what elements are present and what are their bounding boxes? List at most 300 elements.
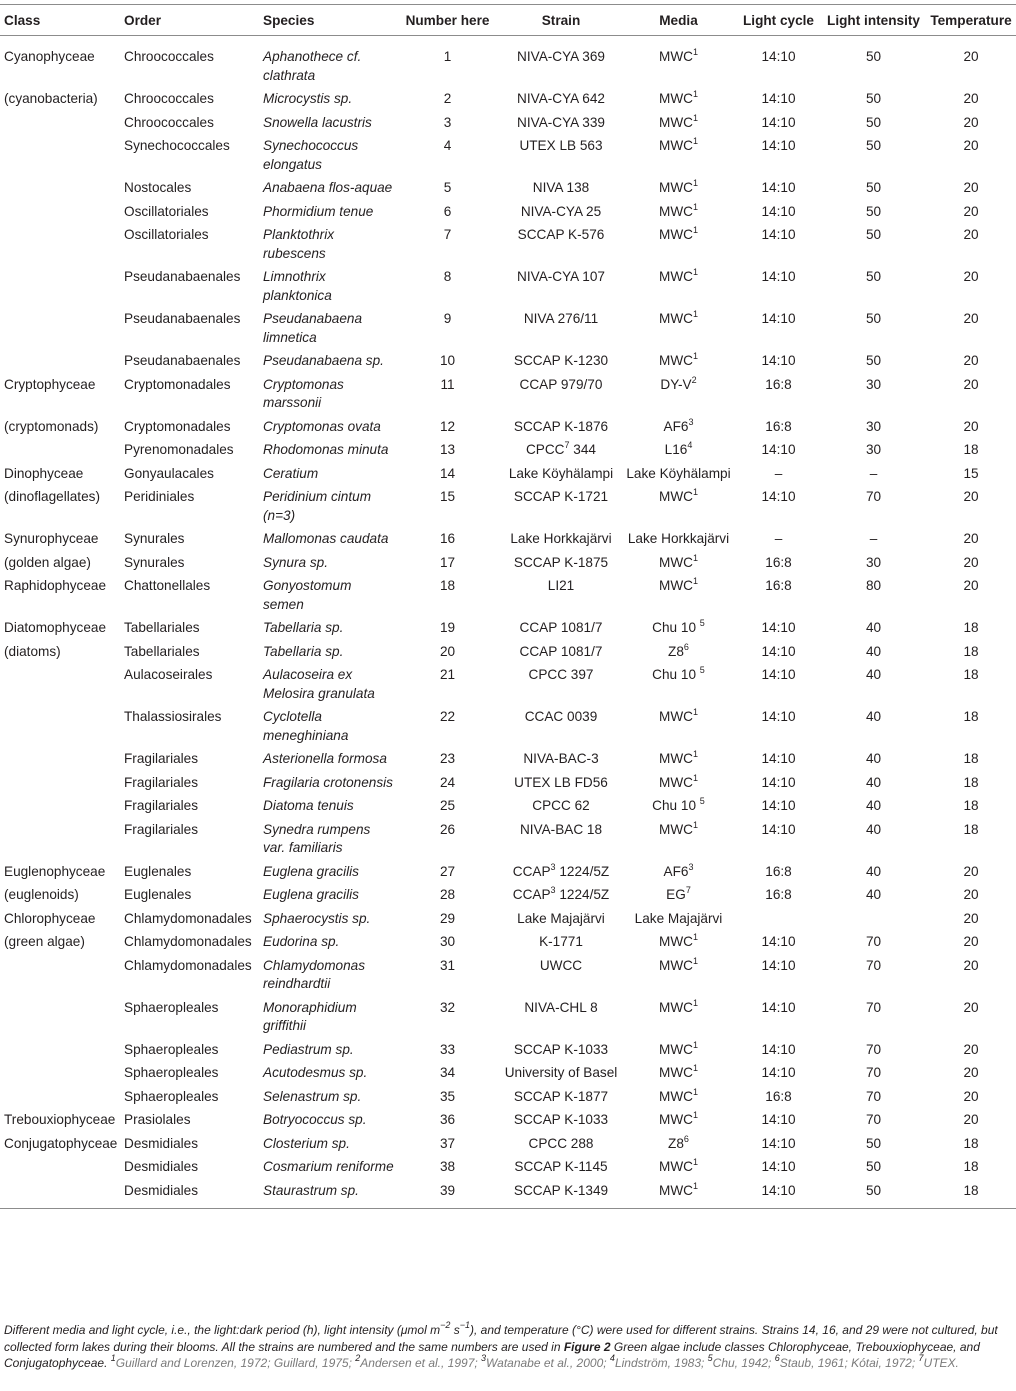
table-row xyxy=(0,36,1016,86)
media-text: MWC xyxy=(659,353,693,368)
order-cell: Pyrenomonadales xyxy=(124,442,234,457)
media-cell xyxy=(621,549,736,573)
light-cycle-cell: 14:10 xyxy=(761,709,796,724)
table-row xyxy=(0,1106,1016,1130)
strain-text: University of Basel xyxy=(504,1065,618,1080)
light-cycle-cell: 14:10 xyxy=(761,821,796,837)
media-text: MWC xyxy=(659,751,693,766)
strain-cell xyxy=(501,132,621,174)
number-cell: 10 xyxy=(439,353,456,368)
reference-sup: 6 xyxy=(774,1353,780,1363)
species-cell: Diatoma tenuis xyxy=(263,798,354,813)
media-text: Z8 xyxy=(668,643,684,659)
temperature-cell: 20 xyxy=(963,311,979,326)
reference-sup: 5 xyxy=(707,1353,713,1363)
strain-text: SCCAP K-1145 xyxy=(514,1159,608,1174)
strain-text: CCAP xyxy=(512,863,551,879)
header-order: Order xyxy=(120,5,259,36)
media-text: Lake Horkkajärvi xyxy=(627,531,730,546)
temperature-cell: 18 xyxy=(963,667,979,682)
media-sup: 1 xyxy=(692,178,698,188)
number-cell: 39 xyxy=(439,1182,456,1198)
class-cell: (golden algae) xyxy=(4,554,91,570)
light-intensity-cell: 70 xyxy=(865,1112,882,1127)
temperature-cell: 18 xyxy=(963,1159,979,1174)
strain-text: CCAP 979/70 xyxy=(519,376,603,392)
strain-text: UTEX LB 563 xyxy=(519,138,603,153)
light-cycle-cell: 14:10 xyxy=(761,49,796,64)
header-class: Class xyxy=(0,5,120,36)
order-cell: Synurales xyxy=(124,554,185,570)
footnote-text: s xyxy=(450,1323,460,1337)
media-sup: 1 xyxy=(692,267,698,277)
class-cell xyxy=(0,1177,120,1209)
media-sup: 5 xyxy=(699,665,705,675)
table-row xyxy=(0,549,1016,573)
order-cell: Cryptomonadales xyxy=(124,418,231,434)
media-text: Lake Köyhälampi xyxy=(626,465,731,481)
strain-cell xyxy=(501,614,621,638)
light-cycle-cell: 14:10 xyxy=(761,114,796,130)
strain-text-rest: 1224/5Z xyxy=(555,863,610,879)
media-text: MWC xyxy=(659,999,693,1015)
light-intensity-cell: 40 xyxy=(865,887,882,902)
order-cell: Pseudanabaenales xyxy=(124,353,241,368)
class-cell xyxy=(0,109,120,133)
table-body xyxy=(0,36,1016,1209)
media-cell xyxy=(621,1153,736,1177)
class-cell: (dinoflagellates) xyxy=(4,489,100,504)
order-cell: Synechococcales xyxy=(124,138,230,153)
strain-cell xyxy=(501,994,621,1036)
light-intensity-cell: 50 xyxy=(865,1159,882,1174)
light-cycle-cell: 14:10 xyxy=(761,180,796,195)
class-cell xyxy=(0,769,120,793)
footnote-text: Different media and light cycle, i.e., the light:dark period (h), light intensity (μmol m xyxy=(4,1323,441,1337)
table-footnote xyxy=(4,1322,1012,1372)
light-intensity-cell: 80 xyxy=(865,578,882,593)
light-cycle-cell xyxy=(736,905,821,929)
media-sup: 1 xyxy=(692,707,698,717)
media-cell xyxy=(621,994,736,1036)
strain-text: NIVA-CYA 642 xyxy=(517,91,605,106)
media-sup: 6 xyxy=(683,641,689,652)
media-cell xyxy=(621,816,736,858)
media-cell xyxy=(621,1083,736,1107)
table-row xyxy=(0,638,1016,662)
media-cell xyxy=(621,881,736,905)
media-text: MWC xyxy=(659,114,693,130)
order-cell: Euglenales xyxy=(124,863,192,879)
light-intensity-cell: 40 xyxy=(865,751,882,766)
species-cell: Acutodesmus sp. xyxy=(263,1065,368,1080)
strain-text: SCCAP K-1349 xyxy=(513,1182,609,1198)
temperature-cell: 20 xyxy=(963,180,979,195)
media-sup: 1 xyxy=(692,932,698,942)
media-cell xyxy=(621,638,736,662)
media-cell xyxy=(621,1177,736,1209)
reference-sup: 2 xyxy=(355,1353,361,1363)
strain-cell xyxy=(501,263,621,305)
light-intensity-cell: 40 xyxy=(865,667,882,682)
strain-text: UTEX LB FD56 xyxy=(514,774,608,790)
strain-cell xyxy=(501,858,621,882)
number-cell: 27 xyxy=(439,863,456,879)
media-sup: 1 xyxy=(692,997,698,1008)
class-cell xyxy=(0,994,120,1036)
media-cell xyxy=(621,460,736,484)
media-text: MWC xyxy=(659,1065,693,1080)
media-sup: 1 xyxy=(692,89,698,99)
class-cell xyxy=(0,347,120,371)
strain-cell xyxy=(501,36,621,86)
reference-text: Watanabe et al., 2000; xyxy=(486,1356,610,1370)
order-cell: Cryptomonadales xyxy=(124,376,231,392)
table-row xyxy=(0,85,1016,109)
media-text: MWC xyxy=(659,774,693,790)
table-row xyxy=(0,858,1016,882)
media-cell xyxy=(621,614,736,638)
media-sup: 1 xyxy=(692,136,698,146)
number-cell: 1 xyxy=(443,49,452,64)
light-intensity-cell: 50 xyxy=(865,138,882,153)
light-intensity-cell: – xyxy=(869,465,878,481)
light-cycle-cell: – xyxy=(774,531,783,546)
class-cell: (cyanobacteria) xyxy=(4,91,98,106)
media-text: MWC xyxy=(659,821,693,837)
order-cell: Pseudanabaenales xyxy=(124,269,241,284)
media-text: Lake Majajärvi xyxy=(634,910,723,926)
number-cell: 22 xyxy=(439,709,456,724)
class-cell: (green algae) xyxy=(4,934,85,949)
number-cell: 13 xyxy=(439,442,456,457)
number-cell: 9 xyxy=(443,311,452,326)
light-cycle-cell: 14:10 xyxy=(761,91,796,106)
footnote-sup: −1 xyxy=(459,1320,470,1330)
media-cell xyxy=(621,792,736,816)
temperature-cell: 20 xyxy=(963,49,979,64)
strain-cell xyxy=(501,1153,621,1177)
number-cell: 3 xyxy=(443,114,452,130)
species-cell: Phormidium tenue xyxy=(263,203,374,219)
temperature-cell: 20 xyxy=(963,910,979,926)
species-cell: Gonyostomum semen xyxy=(263,578,352,612)
light-intensity-cell: 40 xyxy=(865,798,882,813)
light-intensity-cell: 70 xyxy=(865,1065,882,1080)
light-cycle-cell: 14:10 xyxy=(761,1065,796,1080)
strain-cell xyxy=(501,436,621,460)
media-sup: 1 xyxy=(692,1086,698,1097)
temperature-cell: 18 xyxy=(963,821,979,837)
media-text: Z8 xyxy=(668,1135,684,1151)
class-cell xyxy=(0,745,120,769)
table-row xyxy=(0,1083,1016,1107)
strain-cell xyxy=(501,1177,621,1209)
media-cell xyxy=(621,436,736,460)
light-cycle-cell: 14:10 xyxy=(761,1135,796,1151)
order-cell: Desmidiales xyxy=(124,1159,199,1174)
media-cell xyxy=(621,263,736,305)
strain-text: CCAP 1081/7 xyxy=(519,620,603,635)
media-sup: 3 xyxy=(688,861,694,872)
order-cell: Sphaeropleales xyxy=(124,1041,219,1057)
order-cell: Chroococcales xyxy=(124,91,214,106)
media-text: Chu 10 xyxy=(652,798,700,813)
figure-reference-link[interactable]: Figure 2 xyxy=(563,1339,611,1354)
order-cell: Aulacoseirales xyxy=(124,667,213,682)
strain-cell xyxy=(501,413,621,437)
strain-cell xyxy=(501,703,621,745)
temperature-cell: 18 xyxy=(963,643,979,659)
table-row xyxy=(0,745,1016,769)
strain-cell xyxy=(501,905,621,929)
strain-cell xyxy=(501,371,621,413)
light-cycle-cell: 14:10 xyxy=(761,957,796,973)
species-cell: Peridinium cintum (n=3) xyxy=(263,489,372,523)
strain-cell xyxy=(501,952,621,994)
table-row xyxy=(0,1036,1016,1060)
temperature-cell: 20 xyxy=(963,1065,979,1080)
temperature-cell: 20 xyxy=(963,1088,979,1104)
strain-cell xyxy=(501,881,621,905)
species-cell: Closterium sp. xyxy=(263,1135,350,1151)
media-text: MWC xyxy=(659,227,693,242)
species-cell: Cryptomonas ovata xyxy=(263,418,381,434)
media-text: MWC xyxy=(659,1112,693,1127)
table-row xyxy=(0,413,1016,437)
number-cell: 23 xyxy=(439,751,456,766)
temperature-cell: 20 xyxy=(963,203,979,219)
temperature-cell: 20 xyxy=(963,227,979,242)
species-cell: Euglena gracilis xyxy=(263,863,359,879)
temperature-cell: 20 xyxy=(963,863,979,879)
strain-cell xyxy=(501,1106,621,1130)
class-cell: Trebouxiophyceae xyxy=(4,1112,116,1127)
strain-text: CCAP 1081/7 xyxy=(519,643,603,659)
order-cell: Pseudanabaenales xyxy=(124,311,241,326)
class-cell xyxy=(0,1059,120,1083)
order-cell: Chroococcales xyxy=(124,114,214,130)
media-cell xyxy=(621,858,736,882)
header-strain: Strain xyxy=(501,5,621,36)
reference-text: UTEX. xyxy=(923,1356,959,1370)
light-intensity-cell: 50 xyxy=(865,353,882,368)
media-sup: 1 xyxy=(692,47,698,57)
class-cell xyxy=(0,792,120,816)
table-row xyxy=(0,371,1016,413)
footnote-text: Green algae include classes Chlorophyceae, Trebouxiophyceae, and Conjugatophyceae. xyxy=(4,1339,980,1370)
species-cell: Staurastrum sp. xyxy=(263,1182,359,1198)
temperature-cell: 20 xyxy=(963,887,979,902)
media-sup: 6 xyxy=(683,1133,689,1144)
number-cell: 35 xyxy=(439,1088,456,1104)
strain-text: UWCC xyxy=(539,957,583,973)
table-row xyxy=(0,703,1016,745)
strain-text: SCCAP K-1230 xyxy=(513,353,609,368)
media-cell xyxy=(621,769,736,793)
order-cell: Fragilariales xyxy=(124,751,199,766)
strain-text: SCCAP K-1033 xyxy=(513,1112,609,1127)
table-row xyxy=(0,905,1016,929)
footnote-text: ), and temperature (°C) were used for different strains. Strains 14, 16, and 29 were not cultured, but collected form lakes during their blooms. All the strains are numbered and the same numbers are used in xyxy=(4,1323,998,1354)
temperature-cell: 18 xyxy=(963,798,979,813)
light-cycle-cell: 14:10 xyxy=(761,442,796,457)
table-row xyxy=(0,928,1016,952)
media-cell xyxy=(621,413,736,437)
light-intensity-cell: 30 xyxy=(865,376,882,392)
media-cell xyxy=(621,928,736,952)
order-cell: Thalassiosirales xyxy=(124,709,222,724)
table-row xyxy=(0,1130,1016,1154)
table-row xyxy=(0,1177,1016,1209)
light-intensity-cell xyxy=(821,905,926,929)
media-cell xyxy=(621,85,736,109)
number-cell: 37 xyxy=(439,1135,456,1151)
strain-text: NIVA-CHL 8 xyxy=(524,999,598,1015)
species-cell: Pseudanabaena limnetica xyxy=(263,311,363,345)
media-text: MWC xyxy=(659,934,693,949)
strain-text: SCCAP K-1721 xyxy=(513,489,609,504)
number-cell: 19 xyxy=(439,620,456,635)
order-cell: Desmidiales xyxy=(124,1135,199,1151)
strain-cell xyxy=(501,221,621,263)
number-cell: 34 xyxy=(439,1065,456,1080)
header-light-cycle: Light cycle xyxy=(736,5,821,36)
media-sup: 1 xyxy=(692,576,698,586)
media-sup: 1 xyxy=(692,819,698,830)
strain-text: LI21 xyxy=(547,578,575,593)
media-text: EG xyxy=(666,887,686,902)
species-cell: Synechococcus elongatus xyxy=(263,138,359,172)
light-cycle-cell: 14:10 xyxy=(761,489,796,504)
light-intensity-cell: 50 xyxy=(865,91,882,106)
strain-text: CPCC 397 xyxy=(528,667,594,682)
media-text: MWC xyxy=(659,1041,693,1057)
table-row xyxy=(0,792,1016,816)
strain-cell xyxy=(501,85,621,109)
footnote-sup: −2 xyxy=(440,1320,451,1330)
strain-text: NIVA-CYA 339 xyxy=(517,114,605,130)
light-intensity-cell: 50 xyxy=(865,269,882,284)
strain-text-rest: 1224/5Z xyxy=(555,887,610,902)
species-cell: Rhodomonas minuta xyxy=(263,442,389,457)
light-cycle-cell: 14:10 xyxy=(761,269,796,284)
light-cycle-cell: 14:10 xyxy=(761,667,796,682)
strain-cell xyxy=(501,347,621,371)
reference-text: Chu, 1942; xyxy=(712,1356,775,1370)
temperature-cell: 18 xyxy=(963,709,979,724)
strain-text: NIVA-BAC 18 xyxy=(519,821,603,837)
temperature-cell: 20 xyxy=(963,578,979,593)
order-cell: Chlamydomonadales xyxy=(124,934,252,949)
species-cell: Fragilaria crotonensis xyxy=(263,774,393,790)
class-cell: Chlorophyceae xyxy=(4,910,96,926)
strain-text: NIVA 138 xyxy=(532,180,590,195)
media-cell xyxy=(621,109,736,133)
media-cell xyxy=(621,1106,736,1130)
light-intensity-cell: – xyxy=(869,531,878,546)
temperature-cell: 20 xyxy=(963,353,979,368)
table-row xyxy=(0,347,1016,371)
light-cycle-cell: 16:8 xyxy=(765,578,792,593)
species-cell: Tabellaria sp. xyxy=(263,620,344,635)
table-row xyxy=(0,263,1016,305)
strain-sup: 7 xyxy=(564,440,570,450)
species-cell: Botryococcus sp. xyxy=(263,1112,367,1127)
media-cell xyxy=(621,703,736,745)
light-cycle-cell: 14:10 xyxy=(761,751,796,766)
species-cell: Cyclotella meneghiniana xyxy=(263,709,349,743)
media-sup: 1 xyxy=(692,487,698,497)
light-intensity-cell: 30 xyxy=(865,418,882,434)
strain-cell xyxy=(501,816,621,858)
species-cell: Aulacoseira ex Melosira granulata xyxy=(263,667,375,701)
table-row xyxy=(0,572,1016,614)
media-text: MWC xyxy=(659,311,693,326)
number-cell: 12 xyxy=(439,418,456,434)
strain-cell xyxy=(501,109,621,133)
strain-text: NIVA-CYA 107 xyxy=(517,269,605,284)
light-intensity-cell: 70 xyxy=(865,1041,882,1057)
table-row xyxy=(0,1153,1016,1177)
number-cell: 2 xyxy=(443,91,452,106)
media-sup: 1 xyxy=(692,1063,698,1073)
media-text: MWC xyxy=(659,269,693,284)
species-cell: Pseudanabaena sp. xyxy=(263,353,384,368)
class-cell xyxy=(0,1153,120,1177)
table-row xyxy=(0,305,1016,347)
light-intensity-cell: 70 xyxy=(865,934,882,949)
strain-text: CCAC 0039 xyxy=(524,709,598,724)
light-intensity-cell: 50 xyxy=(865,1182,882,1198)
number-cell: 7 xyxy=(443,227,452,242)
light-cycle-cell: 14:10 xyxy=(761,774,796,790)
number-cell: 28 xyxy=(439,887,456,902)
strain-cell xyxy=(501,928,621,952)
species-cell: Microcystis sp. xyxy=(263,91,353,106)
strain-cell xyxy=(501,769,621,793)
order-cell: Chattonellales xyxy=(124,578,211,593)
media-cell xyxy=(621,1036,736,1060)
media-text: AF6 xyxy=(663,863,689,879)
media-sup: 1 xyxy=(692,749,698,759)
species-cell: Eudorina sp. xyxy=(263,934,340,949)
strain-text: CCAP xyxy=(512,887,551,902)
media-sup: 1 xyxy=(692,552,698,563)
temperature-cell: 20 xyxy=(963,934,979,949)
media-cell xyxy=(621,525,736,549)
footnote-references xyxy=(110,1353,959,1370)
media-sup: 5 xyxy=(699,796,705,806)
media-cell xyxy=(621,572,736,614)
reference-sup: 1 xyxy=(110,1353,116,1363)
species-cell: Ceratium xyxy=(263,465,319,481)
class-cell xyxy=(0,174,120,198)
species-cell: Snowella lacustris xyxy=(263,114,372,130)
media-cell xyxy=(621,305,736,347)
strain-text: NIVA-CYA 369 xyxy=(517,49,605,64)
table-row xyxy=(0,483,1016,525)
class-cell xyxy=(0,132,120,174)
media-text: MWC xyxy=(659,49,693,64)
table-row xyxy=(0,436,1016,460)
media-cell xyxy=(621,1130,736,1154)
species-cell: Cosmarium reniforme xyxy=(263,1159,394,1174)
table-row xyxy=(0,769,1016,793)
light-cycle-cell: 16:8 xyxy=(765,376,792,392)
temperature-cell: 20 xyxy=(963,418,979,434)
number-cell: 38 xyxy=(439,1159,456,1174)
